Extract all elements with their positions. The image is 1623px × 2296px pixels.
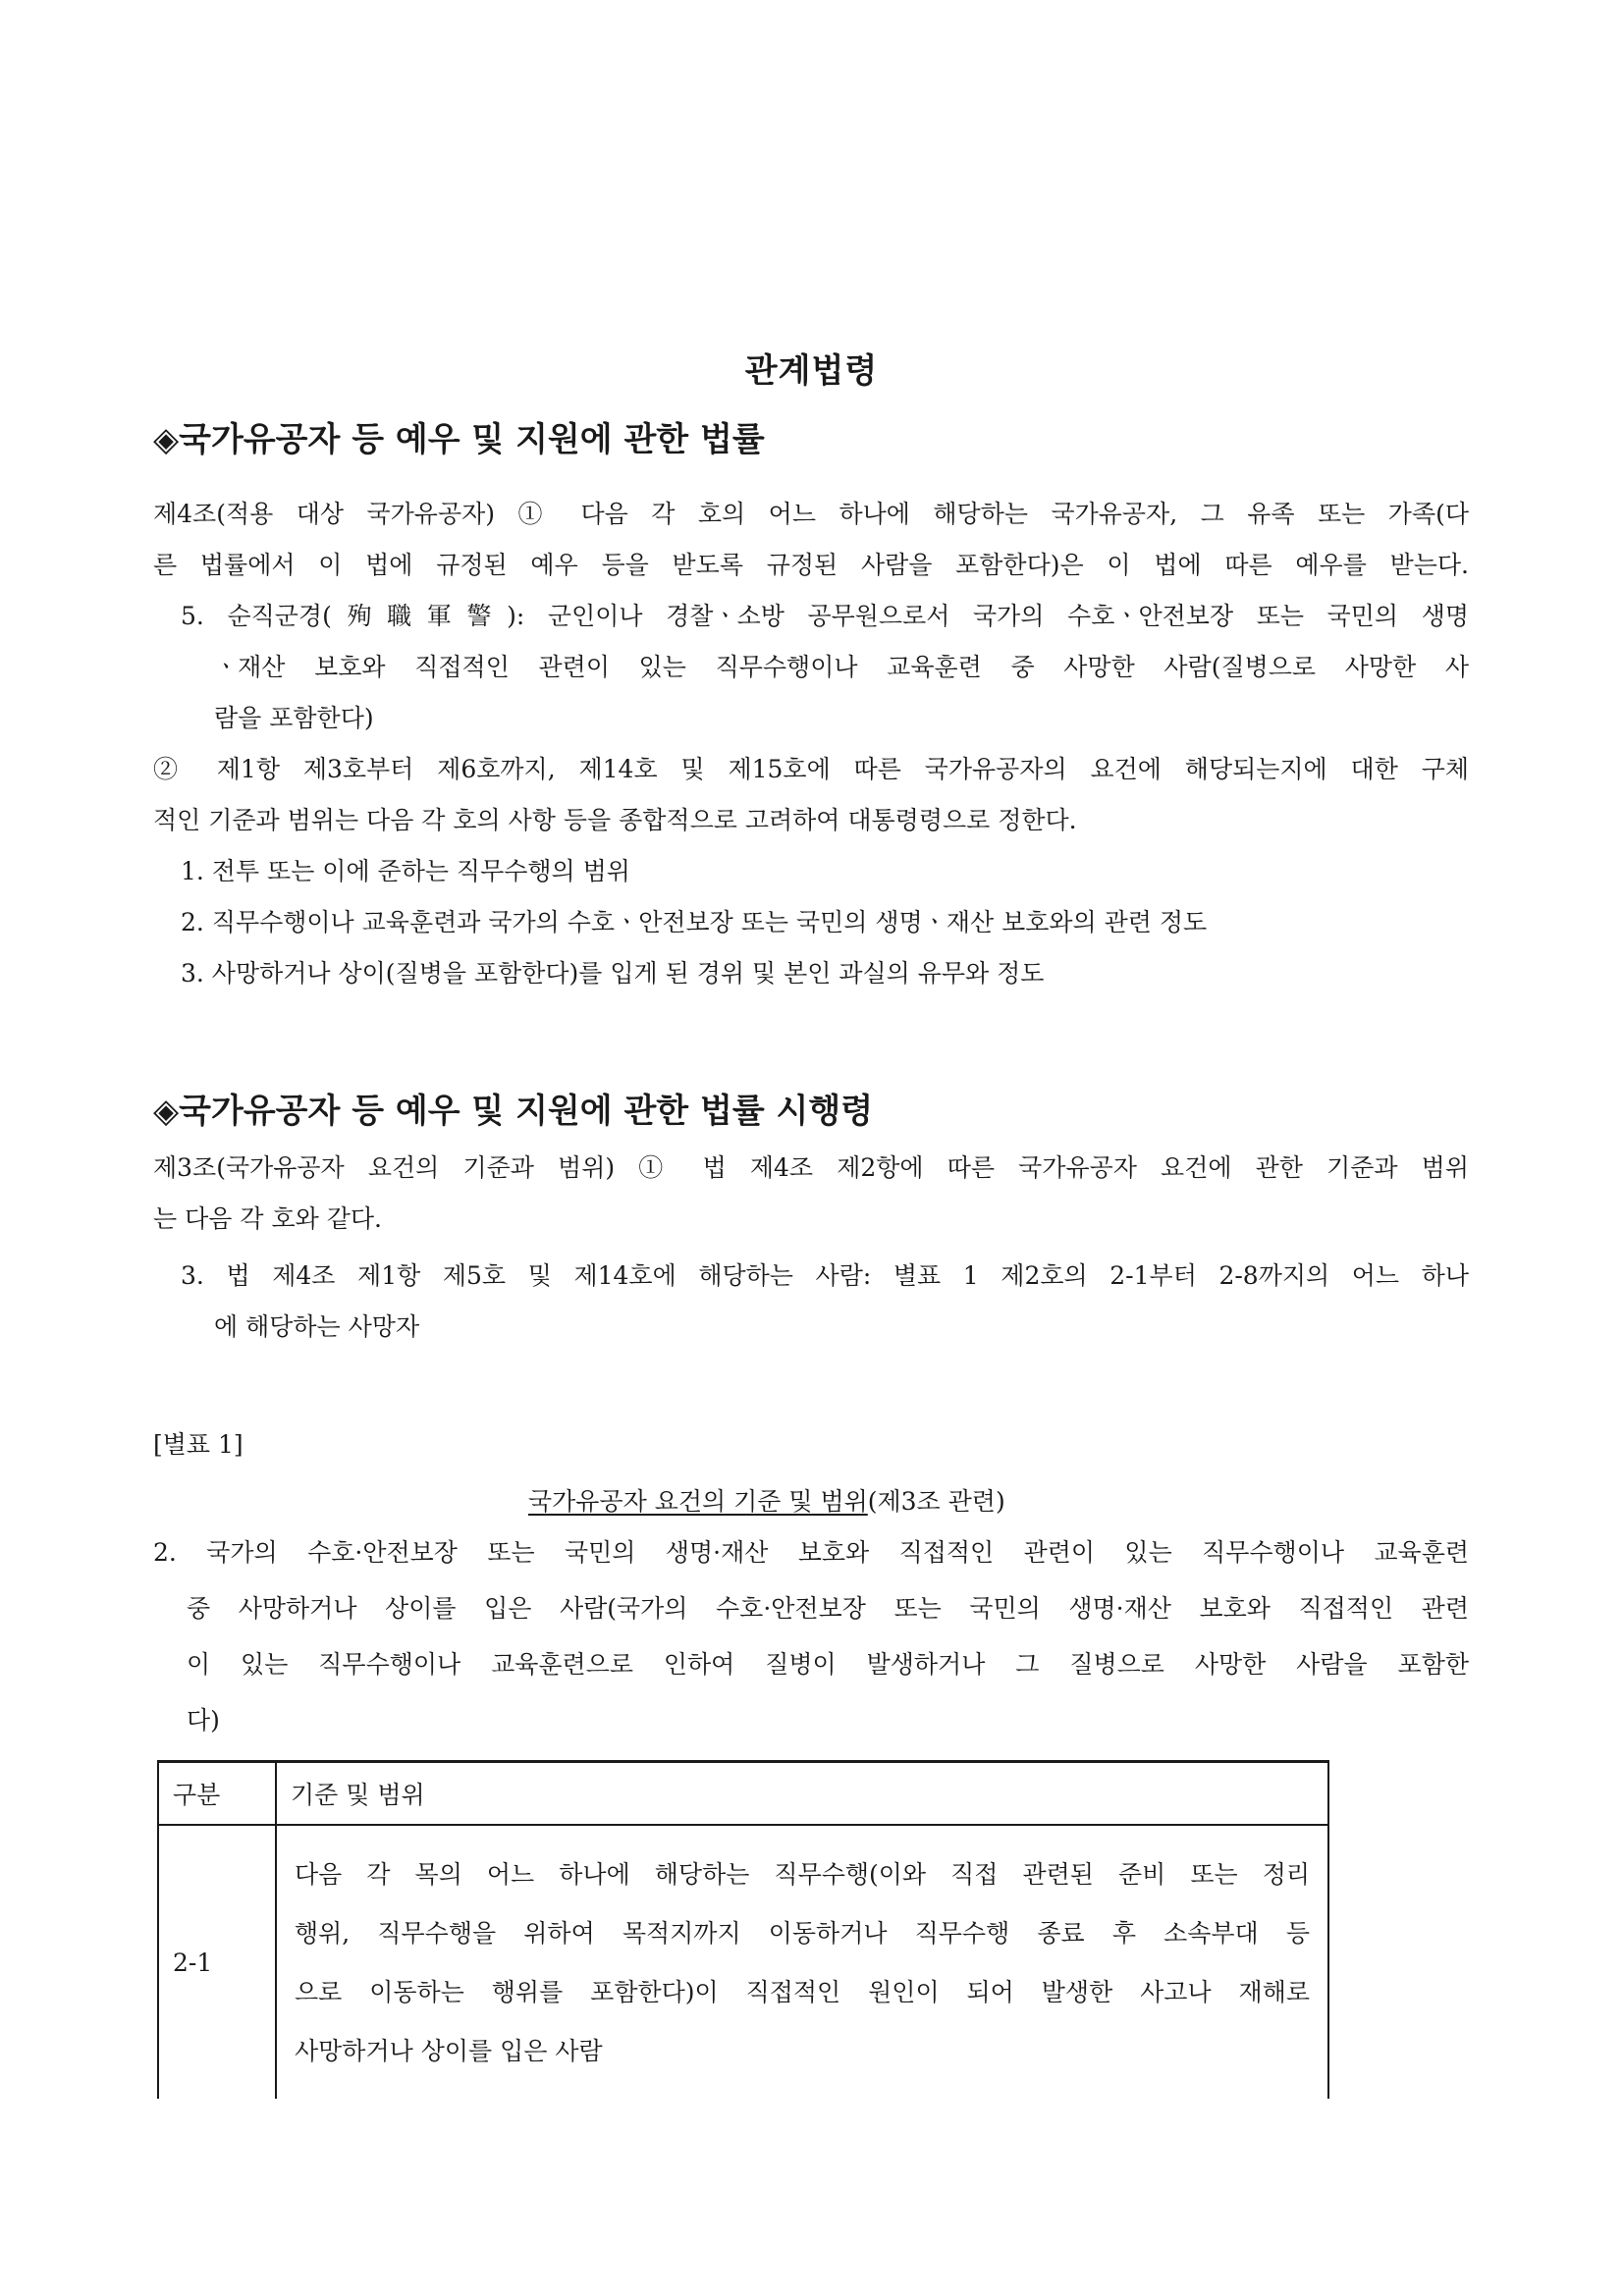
paragraph-line: 른 법률에서 이 법에 규정된 예우 등을 받도록 규정된 사람을 포함한다)은 이 법에 따른 예우를 받는다. <box>153 551 1469 579</box>
table-row <box>158 1825 1328 2099</box>
list-item: 2. 직무수행이나 교육훈련과 국가의 수호ㆍ안전보장 또는 국민의 생명ㆍ재산 보호와의 관련 정도 <box>181 908 1208 936</box>
table-cell-line: 행위, 직무수행을 위하여 목적지까지 이동하거나 직무수행 종료 후 소속부대 등 <box>295 1919 1310 1948</box>
section-heading: ◈국가유공자 등 예우 및 지원에 관한 법률 시행령 <box>153 1092 874 1131</box>
table-cell-line: 사망하거나 상이를 입은 사람 <box>295 2037 603 2065</box>
list-item-continuation: 이 있는 직무수행이나 교육훈련으로 인하여 질병이 발생하거나 그 질병으로 사망한 사람을 포함한 <box>187 1650 1469 1679</box>
section-heading: ◈국가유공자 등 예우 및 지원에 관한 법률 <box>153 420 765 459</box>
paragraph-line: 적인 기준과 범위는 다음 각 호의 사항 등을 종합적으로 고려하여 대통령령으로 정한다. <box>153 806 1077 834</box>
paragraph-line: 제4조(적용 대상 국가유공자) ① 다음 각 호의 어느 하나에 해당하는 국가유공자, 그 유족 또는 가족(다 <box>153 500 1469 528</box>
annex-subtitle-text: 국가유공자 요건의 기준 및 범위 <box>528 1487 868 1516</box>
list-item: 2. 국가의 수호·안전보장 또는 국민의 생명·재산 보호와 직접적인 관련이 있는 직무수행이나 교육훈련 <box>153 1538 1469 1567</box>
table-cell-line: 다음 각 목의 어느 하나에 해당하는 직무수행(이와 직접 관련된 준비 또는 정리 <box>295 1860 1310 1889</box>
annex-label: [별표 1] <box>153 1430 243 1459</box>
list-item-continuation: 에 해당하는 사망자 <box>214 1312 420 1341</box>
list-item: 5. 순직군경(殉職軍警): 군인이나 경찰ㆍ소방 공무원으로서 국가의 수호ㆍ안전보장 또는 국민의 생명 <box>181 602 1469 630</box>
list-item-continuation: 중 사망하거나 상이를 입은 사람(국가의 수호·안전보장 또는 국민의 생명·재산 보호와 직접적인 관련 <box>187 1594 1469 1623</box>
paragraph-line: 제3조(국가유공자 요건의 기준과 범위) ① 법 제4조 제2항에 따른 국가유공자 요건에 관한 기준과 범위 <box>153 1153 1469 1182</box>
table-cell-line: 으로 이동하는 행위를 포함한다)이 직접적인 원인이 되어 발생한 사고나 재해로 <box>295 1978 1310 2006</box>
list-item: 1. 전투 또는 이에 준하는 직무수행의 범위 <box>181 857 630 885</box>
page-title: 관계법령 <box>744 351 879 391</box>
table-header-cell: 구분 <box>158 1762 276 1826</box>
paragraph-line: ② 제1항 제3호부터 제6호까지, 제14호 및 제15호에 따른 국가유공자의 요건에 해당되는지에 대한 구체 <box>153 755 1469 783</box>
paragraph-line: 는 다음 각 호와 같다. <box>153 1204 382 1233</box>
list-item-continuation: ㆍ재산 보호와 직접적인 관련이 있는 직무수행이나 교육훈련 중 사망한 사람(질병으로 사망한 사 <box>214 653 1469 681</box>
list-item-continuation: 람을 포함한다) <box>214 704 374 732</box>
table-header-row <box>158 1762 1328 1826</box>
annex-subtitle <box>528 1487 1005 1517</box>
table-header-cell: 기준 및 범위 <box>276 1762 1328 1826</box>
criteria-table <box>157 1760 1329 2099</box>
table-cell-criteria <box>276 1825 1328 2099</box>
list-item: 3. 사망하거나 상이(질병을 포함한다)를 입게 된 경위 및 본인 과실의 유무와 정도 <box>181 959 1045 988</box>
list-item: 3. 법 제4조 제1항 제5호 및 제14호에 해당하는 사람: 별표 1 제2호의 2-1부터 2-8까지의 어느 하나 <box>181 1261 1469 1290</box>
list-item-continuation: 다) <box>187 1706 220 1735</box>
annex-subtitle-ref: (제3조 관련) <box>867 1487 1005 1516</box>
table-cell-code: 2-1 <box>158 1825 276 2099</box>
